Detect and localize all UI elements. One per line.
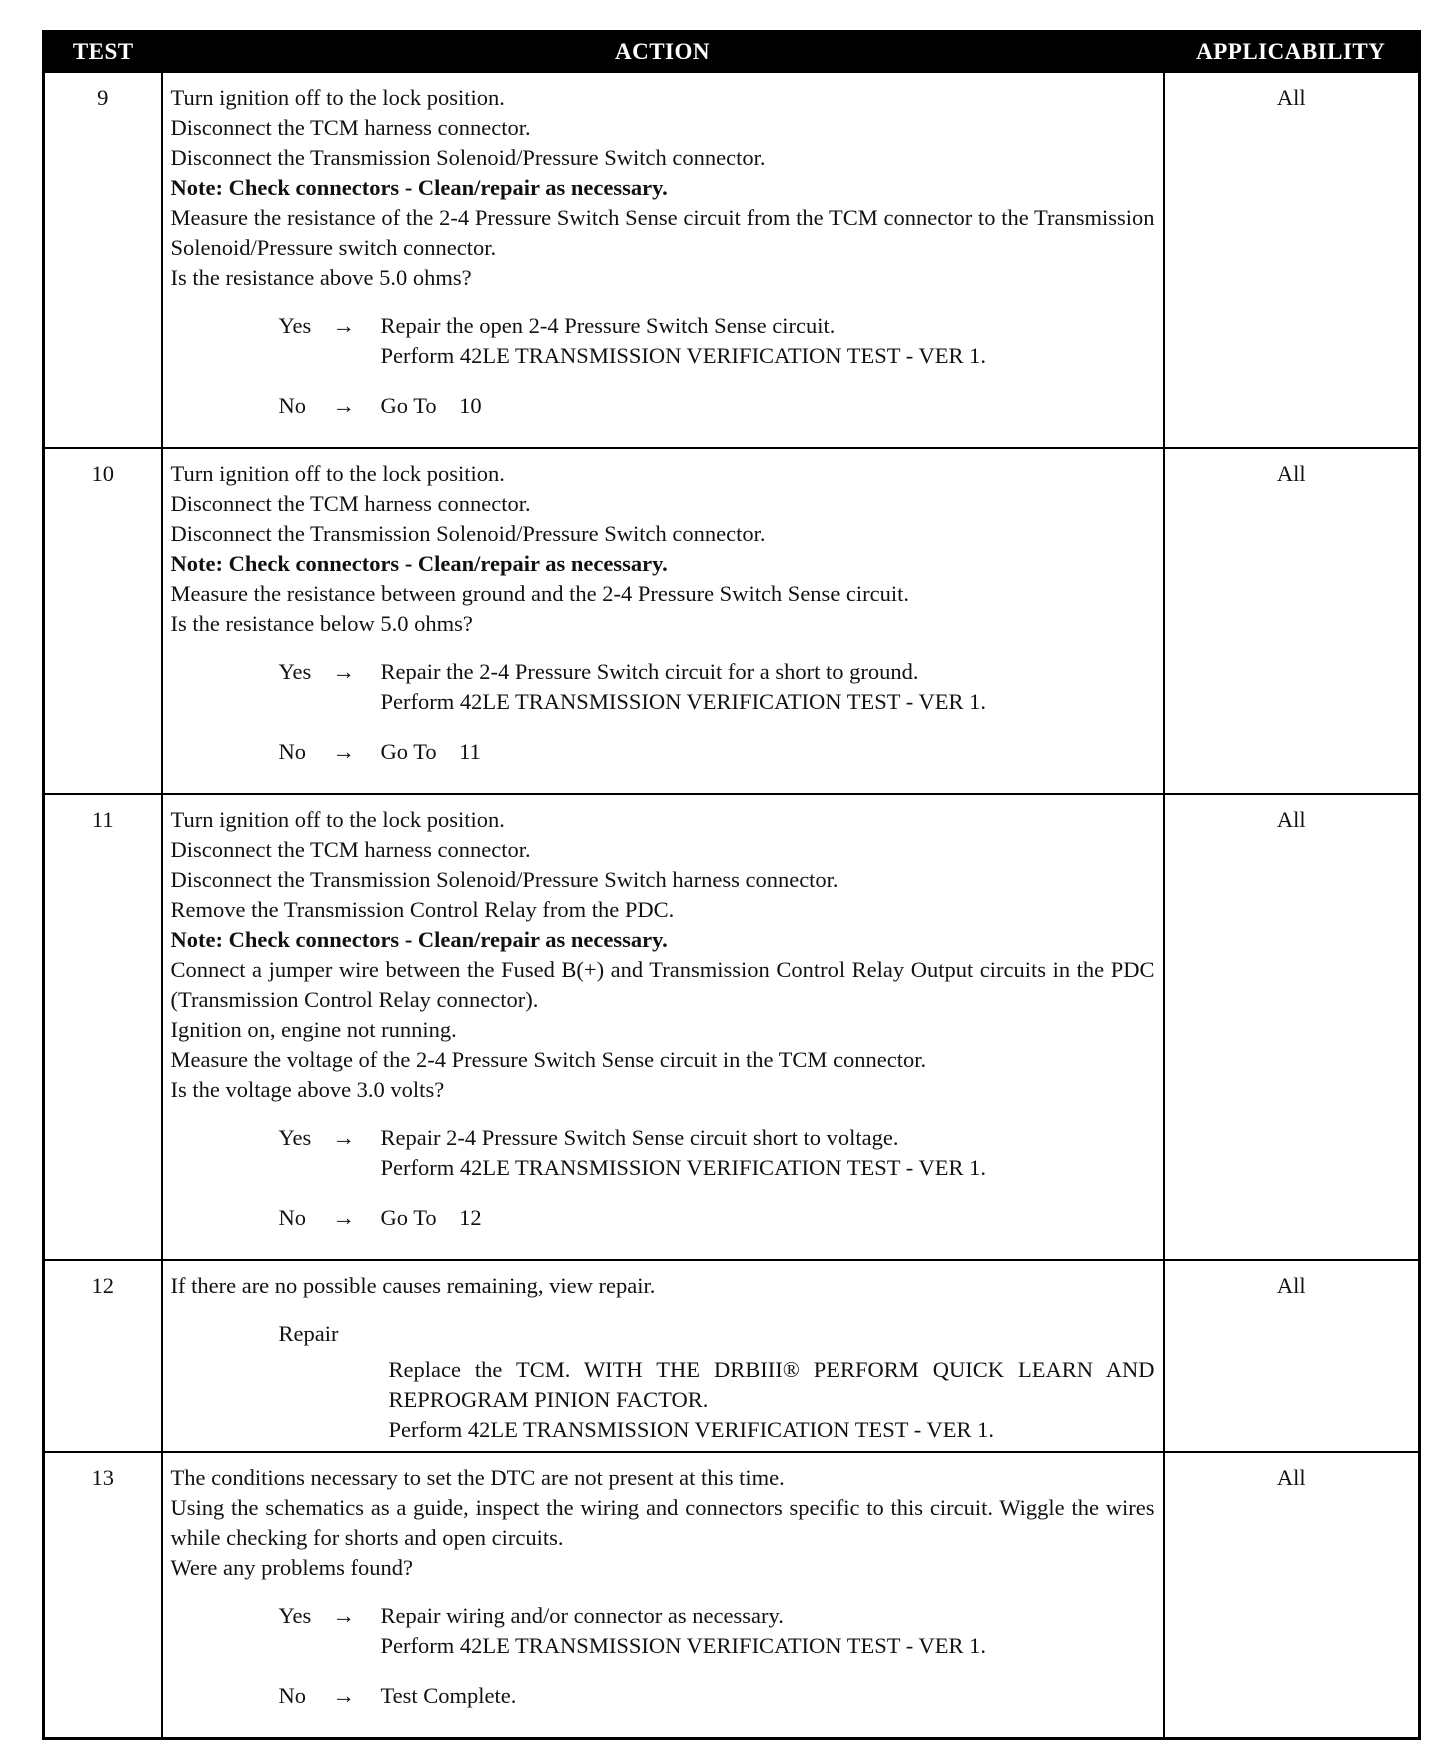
no-result <box>381 391 1155 421</box>
instruction-text: Disconnect the TCM harness connector. <box>170 491 531 516</box>
yes-result <box>381 1601 1155 1661</box>
result-line: Perform 42LE TRANSMISSION VERIFICATION TEST - VER 1. <box>380 1155 986 1180</box>
yes-label: Yes <box>278 659 312 684</box>
yes-label: Yes <box>278 313 312 338</box>
test-number: 12 <box>44 1260 162 1452</box>
table-row <box>44 72 1420 448</box>
no-label: No <box>278 393 306 418</box>
diagnostic-test-table <box>42 30 1421 1740</box>
instruction-text: Remove the Transmission Control Relay from the PDC. <box>170 897 675 922</box>
outcomes <box>171 311 1155 421</box>
test-number: 11 <box>44 794 162 1260</box>
yes-label: Yes <box>278 1125 312 1150</box>
yes-outcome <box>279 311 1155 371</box>
table-header-row <box>44 32 1420 73</box>
result-line: Perform 42LE TRANSMISSION VERIFICATION TEST - VER 1. <box>380 1633 986 1658</box>
result-line: Repair the open 2-4 Pressure Switch Sense circuit. <box>380 313 836 338</box>
instruction-text: Disconnect the TCM harness connector. <box>170 115 531 140</box>
instruction-text: Turn ignition off to the lock position. <box>170 807 505 832</box>
instruction-text: Is the resistance below 5.0 ohms? <box>170 611 473 636</box>
result-line: Go To 12 <box>380 1205 482 1230</box>
instruction-text: Measure the voltage of the 2-4 Pressure Switch Sense circuit in the TCM connector. <box>170 1047 927 1072</box>
result-line: Repair wiring and/or connector as necessary. <box>380 1603 784 1628</box>
result-line: Perform 42LE TRANSMISSION VERIFICATION TEST - VER 1. <box>380 343 986 368</box>
applicability-value: All <box>1164 1260 1420 1452</box>
note-text: Note: Check connectors - Clean/repair as necessary. <box>170 551 668 576</box>
repair-text <box>279 1355 1155 1445</box>
instruction-text: Turn ignition off to the lock position. <box>170 85 505 110</box>
test-number: 9 <box>44 72 162 448</box>
test-number: 10 <box>44 448 162 794</box>
instruction-text: Using the schematics as a guide, inspect the wiring and connectors specific to this circuit. Wiggle the wires while checking for shorts and open circuits. <box>170 1495 1155 1550</box>
right-arrow-icon: → <box>332 1683 355 1708</box>
outcomes <box>171 1123 1155 1233</box>
no-result <box>381 737 1155 767</box>
repair-block <box>171 1319 1155 1445</box>
no-result <box>381 1203 1155 1233</box>
result-line: Repair the 2-4 Pressure Switch circuit for a short to ground. <box>380 659 919 684</box>
yes-label: Yes <box>278 1603 312 1628</box>
applicability-value: All <box>1164 794 1420 1260</box>
note-text: Note: Check connectors - Clean/repair as necessary. <box>170 927 668 952</box>
right-arrow-icon: → <box>332 1125 355 1150</box>
header-applicability: APPLICABILITY <box>1164 32 1420 73</box>
instruction-text: Disconnect the TCM harness connector. <box>170 837 531 862</box>
diagnostic-page <box>42 30 1418 1740</box>
outcomes <box>171 1601 1155 1711</box>
right-arrow-icon: → <box>332 659 355 684</box>
no-label: No <box>278 739 306 764</box>
result-line: Go To 10 <box>380 393 482 418</box>
result-line: Go To 11 <box>380 739 481 764</box>
no-outcome <box>279 391 1155 421</box>
action-cell <box>162 1260 1164 1452</box>
note-text: Note: Check connectors - Clean/repair as necessary. <box>170 175 668 200</box>
applicability-value: All <box>1164 72 1420 448</box>
instruction-text: If there are no possible causes remaining, view repair. <box>170 1273 656 1298</box>
no-label: No <box>278 1205 306 1230</box>
right-arrow-icon: → <box>332 313 355 338</box>
header-test: TEST <box>44 32 162 73</box>
table-row <box>44 1452 1420 1739</box>
no-outcome <box>279 737 1155 767</box>
applicability-value: All <box>1164 1452 1420 1739</box>
outcomes <box>171 657 1155 767</box>
action-cell <box>162 1452 1164 1739</box>
right-arrow-icon: → <box>332 393 355 418</box>
test-number: 13 <box>44 1452 162 1739</box>
repair-line: Replace the TCM. WITH THE DRBIII® PERFORM QUICK LEARN AND REPROGRAM PINION FACTOR. <box>388 1357 1155 1412</box>
yes-result <box>381 1123 1155 1183</box>
instruction-text: Is the resistance above 5.0 ohms? <box>170 265 472 290</box>
instruction-text: Measure the resistance between ground and the 2-4 Pressure Switch Sense circuit. <box>170 581 910 606</box>
table-row <box>44 1260 1420 1452</box>
yes-result <box>381 657 1155 717</box>
no-outcome <box>279 1203 1155 1233</box>
yes-outcome <box>279 657 1155 717</box>
result-line: Perform 42LE TRANSMISSION VERIFICATION TEST - VER 1. <box>380 689 986 714</box>
instruction-text: The conditions necessary to set the DTC are not present at this time. <box>170 1465 785 1490</box>
result-line: Test Complete. <box>380 1683 517 1708</box>
instruction-text: Connect a jumper wire between the Fused B(+) and Transmission Control Relay Output circuits in the PDC (Transmission Control Relay connector). <box>170 957 1155 1012</box>
no-outcome <box>279 1681 1155 1711</box>
header-action: ACTION <box>162 32 1164 73</box>
action-cell <box>162 448 1164 794</box>
instruction-text: Is the voltage above 3.0 volts? <box>170 1077 445 1102</box>
no-result <box>381 1681 1155 1711</box>
yes-outcome <box>279 1601 1155 1661</box>
instruction-text: Disconnect the Transmission Solenoid/Pressure Switch connector. <box>170 521 766 546</box>
action-cell <box>162 72 1164 448</box>
right-arrow-icon: → <box>332 1603 355 1628</box>
repair-label: Repair <box>278 1321 339 1346</box>
table-row <box>44 794 1420 1260</box>
instruction-text: Ignition on, engine not running. <box>170 1017 457 1042</box>
right-arrow-icon: → <box>332 1205 355 1230</box>
instruction-text: Disconnect the Transmission Solenoid/Pressure Switch harness connector. <box>170 867 839 892</box>
yes-result <box>381 311 1155 371</box>
instruction-text: Disconnect the Transmission Solenoid/Pressure Switch connector. <box>170 145 766 170</box>
instruction-text: Measure the resistance of the 2-4 Pressure Switch Sense circuit from the TCM connector to the Transmission Solenoid/Pressure switch connector. <box>170 205 1155 260</box>
result-line: Repair 2-4 Pressure Switch Sense circuit short to voltage. <box>380 1125 899 1150</box>
no-label: No <box>278 1683 306 1708</box>
applicability-value: All <box>1164 448 1420 794</box>
action-cell <box>162 794 1164 1260</box>
table-row <box>44 448 1420 794</box>
table-body <box>44 72 1420 1739</box>
instruction-text: Turn ignition off to the lock position. <box>170 461 505 486</box>
yes-outcome <box>279 1123 1155 1183</box>
instruction-text: Were any problems found? <box>170 1555 413 1580</box>
right-arrow-icon: → <box>332 739 355 764</box>
repair-line: Perform 42LE TRANSMISSION VERIFICATION TEST - VER 1. <box>388 1417 994 1442</box>
